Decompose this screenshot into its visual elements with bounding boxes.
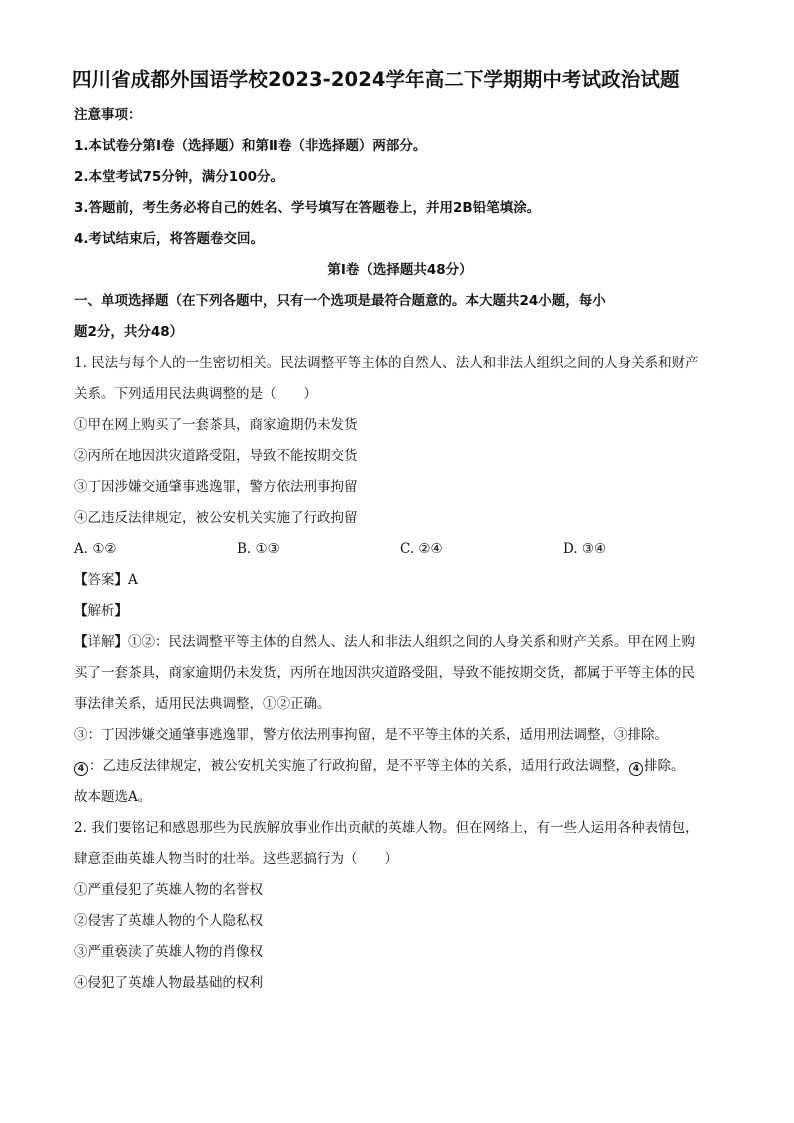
q1-analysis [74, 596, 726, 627]
section-title: 第Ⅰ卷（选择题共48分） [327, 262, 473, 278]
circled-number-4: 4 [74, 762, 88, 776]
q2-statement-2: ②侵害了英雄人物的个人隐私权 [74, 913, 263, 929]
answer-tag: 【答案】 [74, 572, 128, 588]
analysis-tag: 【解析】 [74, 603, 128, 619]
q1-option-a: A. ①② [74, 541, 117, 557]
q1-conclusion: 故本题选A。 [74, 789, 152, 805]
q1-option-b: B. ①③ [237, 541, 280, 557]
part-heading-line2: 题2分，共分48） [74, 324, 184, 340]
notice-item-2: 2.本堂考试75分钟，满分100分。 [74, 169, 284, 185]
page-title: 四川省成都外国语学校2023-2024学年高二下学期期中考试政治试题 [72, 68, 680, 91]
q1-statement-2: ②丙所在地因洪灾道路受阻，导致不能按期交货 [74, 448, 358, 464]
detail-tag: 【详解】 [74, 634, 128, 650]
q1-detail-line1: 【详解】①②：民法调整平等主体的自然人、法人和非法人组织之间的人身关系和财产关系。甲在网上购 [74, 634, 695, 650]
q1-statement-1: ①甲在网上购买了一套茶具，商家逾期仍未发货 [74, 417, 358, 433]
q1-statement-4: ④乙违反法律规定，被公安机关实施了行政拘留 [74, 510, 358, 526]
q1-option-c: C. ②④ [400, 541, 443, 557]
q2-statement-3: ③严重亵渎了英雄人物的肖像权 [74, 944, 263, 960]
notice-heading: 注意事项： [74, 107, 142, 123]
circled-number-4: 4 [629, 762, 643, 776]
q1-answer [74, 565, 726, 596]
notice-item-3: 3.答题前，考生务必将自己的姓名、学号填写在答题卷上，并用2B铅笔填涂。 [74, 200, 541, 216]
q2-stem-line2: 肆意歪曲英雄人物当时的壮举。这些恶搞行为（ ） [74, 851, 398, 867]
q1-statement-3: ③丁因涉嫌交通肇事逃逸罪，警方依法刑事拘留 [74, 479, 358, 495]
document-page [74, 66, 726, 999]
q1-option-d: D. ③④ [563, 541, 607, 557]
notice-item-1: 1.本试卷分第Ⅰ卷（选择题）和第Ⅱ卷（非选择题）两部分。 [74, 138, 427, 154]
q1-detail-line4: ③：丁因涉嫌交通肇事逃逸罪，警方依法刑事拘留，是不平等主体的关系，适用刑法调整，③排除。 [74, 727, 668, 743]
q1-options [74, 534, 726, 565]
q2-stem-line1: 2. 我们要铭记和感恩那些为民族解放事业作出贡献的英雄人物。但在网络上，有一些人运用各种表情包， [74, 820, 699, 836]
q1-detail-line2: 买了一套茶具，商家逾期仍未发货，丙所在地因洪灾道路受阻，导致不能按期交货，都属于平等主体的民 [74, 665, 695, 681]
q2-statement-1: ①严重侵犯了英雄人物的名誉权 [74, 882, 263, 898]
q1-stem-line1: 1. 民法与每个人的一生密切相关。民法调整平等主体的自然人、法人和非法人组织之间的人身关系和财产 [74, 355, 699, 371]
answer-value: A [128, 572, 138, 588]
q2-statement-4: ④侵犯了英雄人物最基础的权利 [74, 975, 263, 991]
notice-item-4: 4.考试结束后，将答题卷交回。 [74, 231, 265, 247]
q1-detail-line5: 4 ：乙违反法律规定，被公安机关实施了行政拘留，是不平等主体的关系，适用行政法调整， 4 排除。 [74, 751, 726, 782]
q1-stem-line2: 关系。下列适用民法典调整的是（ ） [74, 386, 317, 402]
part-heading-line1: 一、单项选择题（在下列各题中，只有一个选项是最符合题意的。本大题共24小题，每小 [74, 293, 606, 309]
q1-detail-line3: 事法律关系，适用民法典调整，①②正确。 [74, 696, 331, 712]
